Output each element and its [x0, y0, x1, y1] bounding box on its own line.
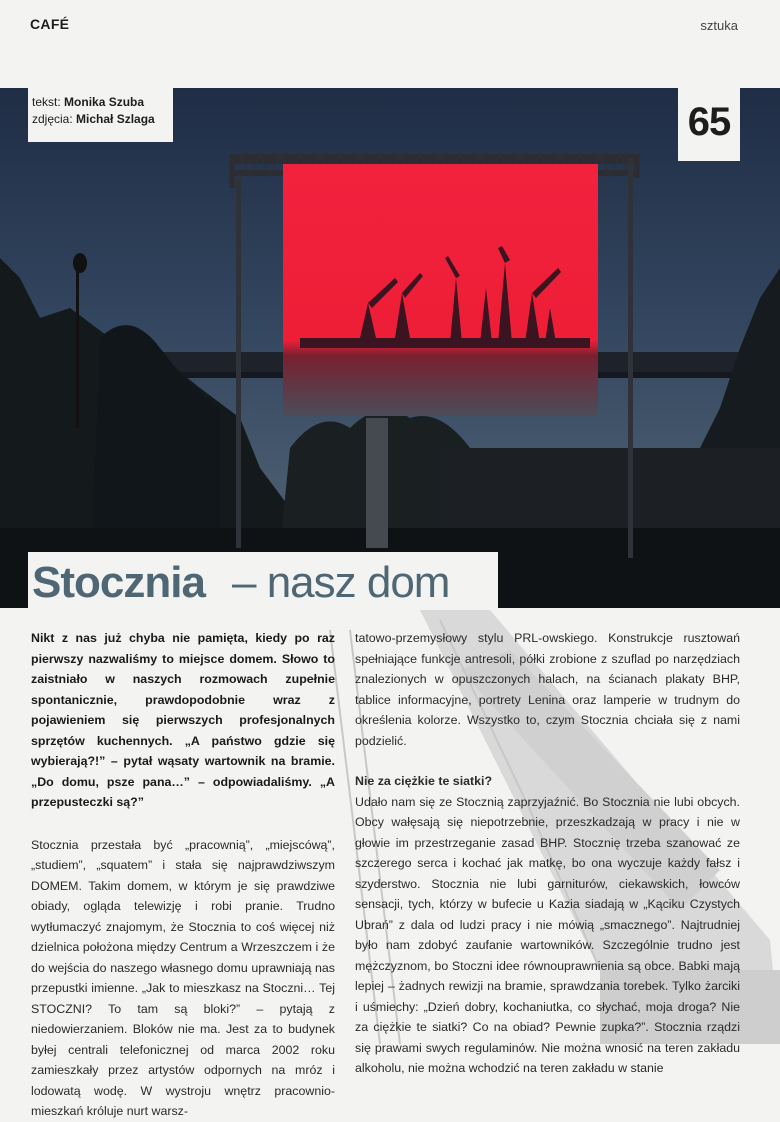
title-subtitle: – nasz dom — [232, 558, 450, 607]
article-column-left — [31, 628, 335, 1122]
shipyard-screen-photo — [0, 88, 780, 608]
section-label: CAFÉ — [30, 16, 70, 32]
text-credit-label: tekst: — [32, 95, 61, 109]
article-lead: Nikt z nas już chyba nie pamięta, kiedy po raz pierwszy nazwaliśmy to miejsce domem. Słowo to zaistniało w naszych rozmowach zupełnie spontanicznie, prawdopodobnie wraz z pojawieniem się pierwszych profesjonalnych sprzętów kuchennych. „A państwo gdzie się wybierają?!” – pytał wąsaty wartownik na bramie. „Do domu, psze pana…” – odpowiadaliśmy. „A przepusteczki są?” — [31, 631, 335, 809]
photo-credit-label: zdjęcia: — [32, 112, 73, 126]
article-paragraph: tatowo-przemysłowy stylu PRL-owskiego. Konstrukcje rusztowań spełniające funkcje antresoli, półki zrobione z szuflad po narzędziach znalezionych w opuszczonych halach, na ścianach plakaty BHP, tablice informacyjne, portrety Lenina oraz lamperie w trudnym do określenia kolorze. Wszystko to, czym Stocznia chciała się z nami podzielić. — [355, 631, 740, 748]
credits-box — [28, 88, 173, 142]
article-paragraph: Udało nam się ze Stocznią zaprzyjaźnić. Bo Stocznia nie lubi obcych. Obcy wałęsają się niepotrzebnie, przeszkadzają w pracy i nie w głowie im przestrzeganie zasad BHP. Stocznię trzeba szanować ze szczerego serca i kochać jak matkę, bo ona wyczuje każdy fałsz i szyderstwo. Stocznia nie lubi garniturów, ciekawskich, łowców sensacji, tych, którzy w bufecie u Kazia siadają w „Kąciku Czystych Ubrań” z dala od ludzi pracy i nie mówią „smacznego”. Najtrudniej było nam zdobyć zaufanie wartowników. Szczególnie trudno jest mężczyznom, bo Stoczni idee równouprawnienia są obce. Babki mają lepiej – żadnych rewizji na bramie, sprawdzania torebek. Tylko żarciki i uśmiechy: „Dzień dobry, kochaniutka, co słychać, moja droga? Nie za ciężkie te siatki? Co na obiad? Pewnie zupka?”. Stocznia rządzi się prawami swych regulaminów. Nie można wnosić na teren zakładu alkoholu, nie można wchodzić na teren zakładu w stanie — [355, 794, 740, 1075]
article-title — [28, 552, 498, 608]
article-subheading: Nie za ciężkie te siatki? — [355, 774, 493, 788]
text-author: Monika Szuba — [64, 95, 145, 109]
photo-credit — [32, 111, 173, 128]
article-paragraph: Stocznia przestała być „pracownią”, „miejscówą”, „studiem”, „squatem” i stała się najprawdziwszym DOMEM. Takim domem, w którym je się prawdziwe obiady, ogląda telewizję i robi pranie. Trudno wytłumaczyć znajomym, że Stocznia to coś więcej niż dzielnica położona między Centrum a Wrzeszczem i że do wejścia do naszego własnego domu uprawniają nas przepustki imienne. „Jak to mieszkasz na Stoczni… Tej STOCZNI? To tam są bloki?” – pytają z niedowierzaniem. Bloków nie ma. Jest za to budynek byłej centrali telefonicznej od marca 2002 roku zamieszkały przez artystów odpornych na mróz i lodowatą wodę. W wystroju wnętrz pracownio-mieszkań króluje nurt warsz- — [31, 837, 335, 1118]
category-label: sztuka — [700, 18, 738, 33]
page-number-box — [678, 88, 740, 161]
title-main: Stocznia — [32, 558, 205, 607]
article-column-right — [355, 628, 740, 1079]
page-number: 65 — [687, 100, 731, 144]
page-header — [0, 0, 780, 88]
photo-author: Michał Szlaga — [76, 112, 155, 126]
text-credit — [32, 94, 173, 111]
